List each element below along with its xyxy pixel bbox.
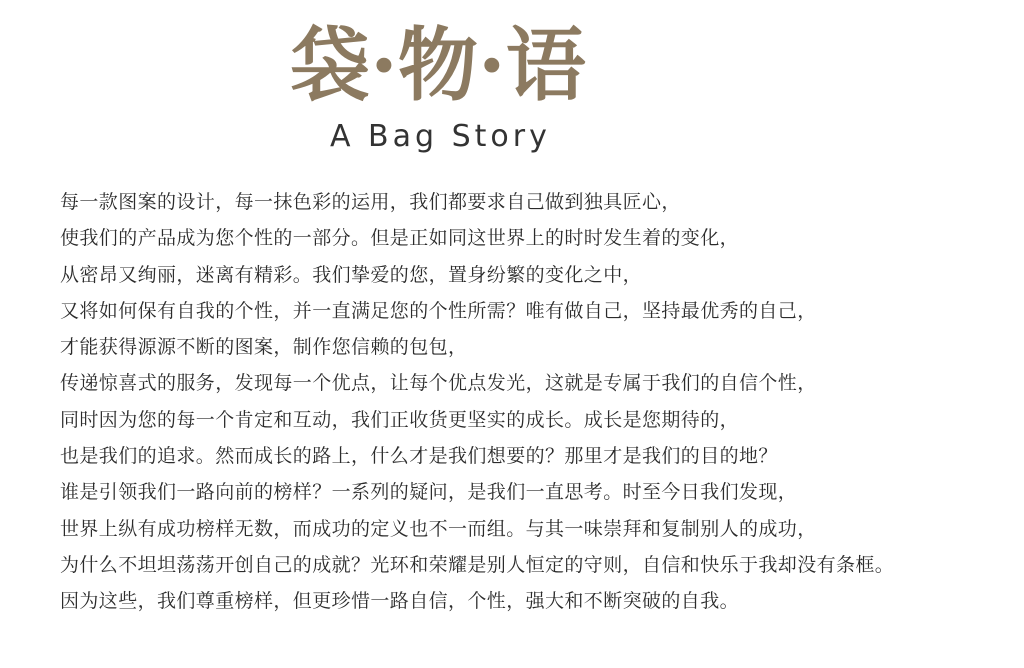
story-line: 同时因为您的每一个肯定和互动，我们正收货更坚实的成长。成长是您期待的， bbox=[60, 408, 740, 431]
story-line: 才能获得源源不断的图案，制作您信赖的包包， bbox=[60, 336, 468, 359]
story-line: 传递惊喜式的服务，发现每一个优点，让每个优点发光，这就是专属于我们的自信个性， bbox=[60, 372, 817, 395]
story-line: 每一款图案的设计，每一抹色彩的运用，我们都要求自己做到独具匠心， bbox=[60, 191, 681, 213]
story-text bbox=[60, 184, 1000, 620]
story-line: 使我们的产品成为您个性的一部分。但是正如同这世界上的时时发生着的变化， bbox=[60, 227, 740, 250]
brand-logo-title: 袋·物·语 bbox=[290, 18, 586, 112]
story-line: 世界上纵有成功榜样无数，而成功的定义也不一而组。与其一味崇拜和复制别人的成功， bbox=[60, 517, 817, 540]
story-line: 因为这些，我们尊重榜样，但更珍惜一路自信，个性，强大和不断突破的自我。 bbox=[60, 590, 740, 613]
story-line: 从密昂又绚丽，迷离有精彩。我们挚爱的您，置身纷繁的变化之中， bbox=[60, 263, 643, 286]
brand-subtitle: A Bag Story bbox=[330, 119, 551, 154]
story-line: 又将如何保有自我的个性，并一直满足您的个性所需？唯有做自己，坚持最优秀的自己， bbox=[60, 299, 817, 322]
story-line: 为什么不坦坦荡荡开创自己的成就？光环和荣耀是别人恒定的守则，自信和快乐于我却没有条框。 bbox=[60, 553, 895, 576]
story-line: 谁是引领我们一路向前的榜样？一系列的疑问，是我们一直思考。时至今日我们发现， bbox=[60, 481, 798, 504]
story-line: 也是我们的追求。然而成长的路上，什么才是我们想要的？那里才是我们的目的地？ bbox=[60, 445, 778, 468]
